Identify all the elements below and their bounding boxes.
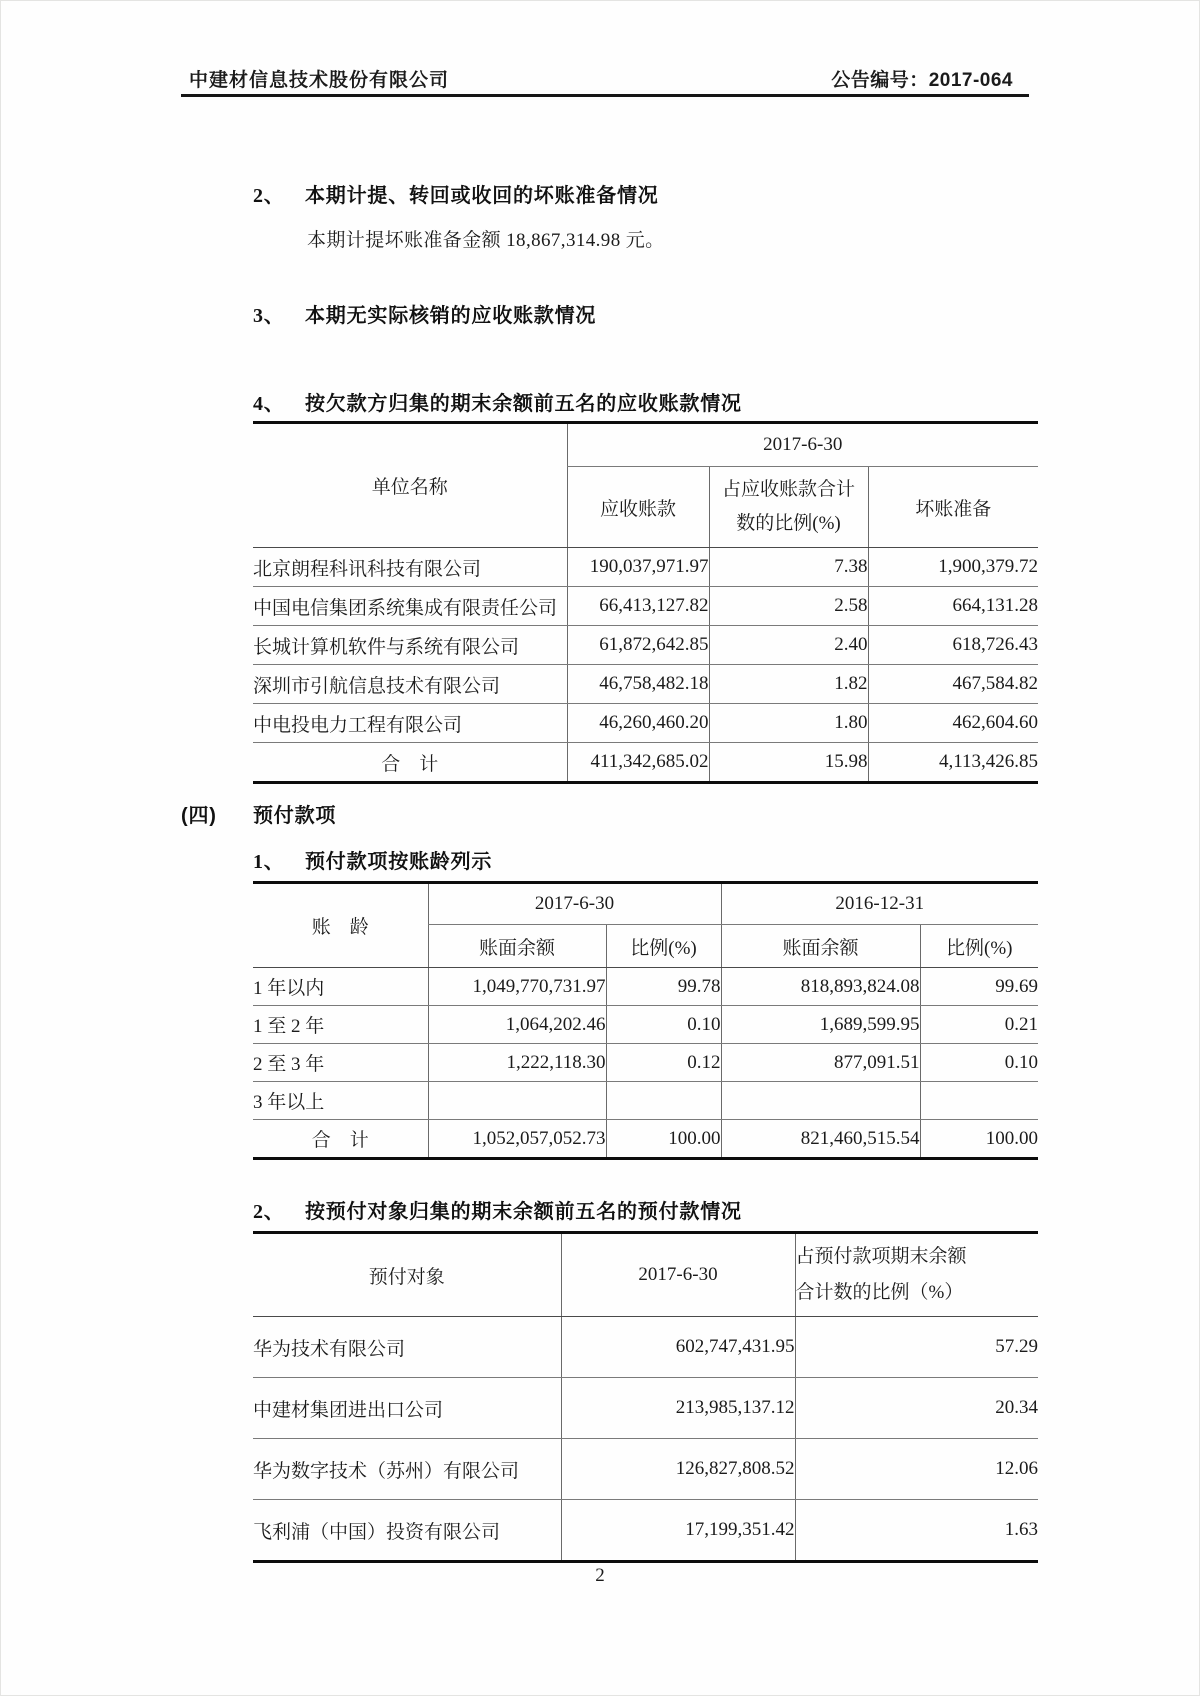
cell-ratio: 0.12 [606, 1044, 721, 1082]
cell-company-name: 北京朗程科讯科技有限公司 [253, 548, 567, 587]
cell-age: 1 至 2 年 [253, 1006, 428, 1044]
column-header-ratio-line1: 占预付款项期末余额 [795, 1246, 967, 1267]
cell-ratio-total: 15.98 [709, 743, 868, 782]
section-title: 按预付对象归集的期末余额前五名的预付款情况 [305, 1201, 742, 1223]
cell-ratio: 1.63 [795, 1500, 1038, 1561]
section-4-roman-heading [181, 799, 336, 828]
cell-company-name: 中电投电力工程有限公司 [253, 704, 567, 743]
column-header-ratio [795, 1234, 1038, 1317]
table-row [253, 587, 1038, 626]
cell-age: 1 年以内 [253, 968, 428, 1006]
table-row [253, 548, 1038, 587]
cell-company-name: 长城计算机软件与系统有限公司 [253, 626, 567, 665]
cell-company-name: 华为技术有限公司 [253, 1317, 561, 1378]
cell-bad-debt: 664,131.28 [868, 587, 1038, 626]
cell-receivable: 66,413,127.82 [567, 587, 709, 626]
page-number: 2 [595, 1565, 605, 1586]
notice-number: 公告编号：2017-064 [831, 70, 1013, 91]
cell-company-name: 飞利浦（中国）投资有限公司 [253, 1521, 501, 1543]
column-header-prepay-target: 预付对象 [253, 1234, 561, 1317]
table-row [253, 665, 1038, 704]
cell-receivable: 46,758,482.18 [567, 665, 709, 704]
cell-ratio [920, 1082, 1038, 1120]
cell-company-name: 深圳市引航信息技术有限公司 [253, 665, 567, 704]
cell-total-label: 合 计 [311, 1130, 369, 1151]
cell-ratio: 20.34 [795, 1378, 1038, 1439]
column-header-receivable: 应收账款 [567, 467, 709, 548]
column-header-bad-debt: 坏账准备 [868, 467, 1038, 548]
cell-ratio [606, 1082, 721, 1120]
company-name: 中建材信息技术股份有限公司 [189, 70, 450, 91]
column-header-ratio-line2: 合计数的比例（%） [795, 1282, 964, 1303]
table-row [253, 626, 1038, 665]
cell-bad-debt: 618,726.43 [868, 626, 1038, 665]
column-group-header-2017: 2017-6-30 [428, 884, 721, 925]
section-title: 本期无实际核销的应收账款情况 [305, 305, 597, 327]
cell-ratio: 12.06 [795, 1439, 1038, 1500]
table-row [253, 1044, 1038, 1082]
prepayment-aging-table [253, 881, 1038, 1160]
receivables-top5-table-grid [253, 424, 1038, 781]
table-row [253, 1082, 1038, 1120]
section-number: 2、 [253, 1201, 285, 1223]
cell-balance-total: 821,460,515.54 [721, 1120, 920, 1158]
cell-ratio: 2.58 [709, 587, 868, 626]
column-header-balance: 账面余额 [721, 925, 920, 968]
cell-ratio: 99.78 [606, 968, 721, 1006]
column-header-ratio: 比例(%) [920, 925, 1038, 968]
cell-receivable-total: 411,342,685.02 [567, 743, 709, 782]
cell-ratio: 1.82 [709, 665, 868, 704]
section-2-heading [253, 179, 659, 208]
cell-ratio: 2.40 [709, 626, 868, 665]
cell-bad-debt: 462,604.60 [868, 704, 1038, 743]
section-title: 按欠款方归集的期末余额前五名的应收账款情况 [305, 393, 742, 415]
cell-receivable: 46,260,460.20 [567, 704, 709, 743]
column-group-header-date: 2017-6-30 [567, 424, 1038, 467]
table-row [253, 968, 1038, 1006]
section-number: 1、 [253, 851, 285, 873]
section-number: 4、 [253, 393, 285, 415]
section-title: 预付款项按账龄列示 [305, 851, 493, 873]
cell-total-label: 合 计 [381, 753, 439, 775]
page-header [189, 65, 1013, 92]
table-total-row [253, 743, 1038, 782]
cell-company-name: 中建材集团进出口公司 [253, 1378, 561, 1439]
section-number: 3、 [253, 305, 285, 327]
cell-balance: 818,893,824.08 [721, 968, 920, 1006]
prepayment-top5-table-grid [253, 1234, 1038, 1560]
table-group-header-row [253, 884, 1038, 925]
cell-ratio: 7.38 [709, 548, 868, 587]
cell-balance-total: 1,052,057,052.73 [428, 1120, 606, 1158]
cell-company-name: 中国电信集团系统集成有限责任公司 [253, 587, 567, 626]
prepayment-top5-table [253, 1231, 1038, 1563]
cell-ratio: 99.69 [920, 968, 1038, 1006]
table-row [253, 1378, 1038, 1439]
cell-amount: 17,199,351.42 [561, 1500, 795, 1561]
cell-ratio: 0.21 [920, 1006, 1038, 1044]
column-header-ratio-line1: 占应收账款合计 [721, 479, 855, 500]
section-title: 预付款项 [253, 805, 337, 827]
cell-bad-debt: 1,900,379.72 [868, 548, 1038, 587]
table-row [253, 1439, 1038, 1500]
cell-balance: 877,091.51 [721, 1044, 920, 1082]
cell-ratio: 0.10 [606, 1006, 721, 1044]
cell-company-name: 华为数字技术（苏州）有限公司 [253, 1439, 561, 1500]
column-header-ratio [709, 467, 868, 548]
section-number: (四) [181, 805, 217, 827]
section-title: 本期计提、转回或收回的坏账准备情况 [305, 185, 659, 207]
column-header-balance: 账面余额 [428, 925, 606, 968]
prepayment-aging-table-grid [253, 884, 1038, 1157]
section-4-heading [253, 387, 742, 416]
cell-amount: 602,747,431.95 [561, 1317, 795, 1378]
table-row [253, 1006, 1038, 1044]
column-header-date: 2017-6-30 [561, 1234, 795, 1317]
table-row [253, 1500, 1038, 1561]
cell-balance: 1,222,118.30 [428, 1044, 606, 1082]
cell-amount: 126,827,808.52 [561, 1439, 795, 1500]
receivables-top5-table [253, 421, 1038, 784]
section-number: 2、 [253, 185, 285, 207]
cell-receivable: 190,037,971.97 [567, 548, 709, 587]
cell-age: 2 至 3 年 [253, 1044, 428, 1082]
column-header-ratio: 比例(%) [606, 925, 721, 968]
aging-list-heading [253, 845, 492, 874]
cell-balance: 1,064,202.46 [428, 1006, 606, 1044]
table-group-header-row [253, 424, 1038, 467]
cell-balance [721, 1082, 920, 1120]
cell-receivable: 61,872,642.85 [567, 626, 709, 665]
cell-ratio: 1.80 [709, 704, 868, 743]
cell-ratio: 57.29 [795, 1317, 1038, 1378]
cell-ratio-total: 100.00 [920, 1120, 1038, 1158]
table-total-row [253, 1120, 1038, 1158]
cell-balance: 1,049,770,731.97 [428, 968, 606, 1006]
cell-balance: 1,689,599.95 [721, 1006, 920, 1044]
table-header-row [253, 1234, 1038, 1317]
cell-bad-debt-total: 4,113,426.85 [868, 743, 1038, 782]
section-2-paragraph: 本期计提坏账准备金额 18,867,314.98 元。 [307, 230, 665, 251]
cell-age: 3 年以上 [253, 1082, 428, 1120]
column-header-ratio-line2: 数的比例(%) [736, 513, 841, 534]
cell-ratio-total: 100.00 [606, 1120, 721, 1158]
cell-ratio: 0.10 [920, 1044, 1038, 1082]
cell-amount: 213,985,137.12 [561, 1378, 795, 1439]
header-rule [181, 94, 1029, 97]
table-row [253, 704, 1038, 743]
section-3-heading [253, 299, 596, 328]
column-group-header-2016: 2016-12-31 [721, 884, 1038, 925]
cell-bad-debt: 467,584.82 [868, 665, 1038, 704]
cell-balance [428, 1082, 606, 1120]
column-header-unit-name: 单位名称 [253, 424, 567, 548]
column-header-age: 账 龄 [253, 884, 428, 968]
prepayment-top5-heading [253, 1195, 742, 1224]
table-row [253, 1317, 1038, 1378]
